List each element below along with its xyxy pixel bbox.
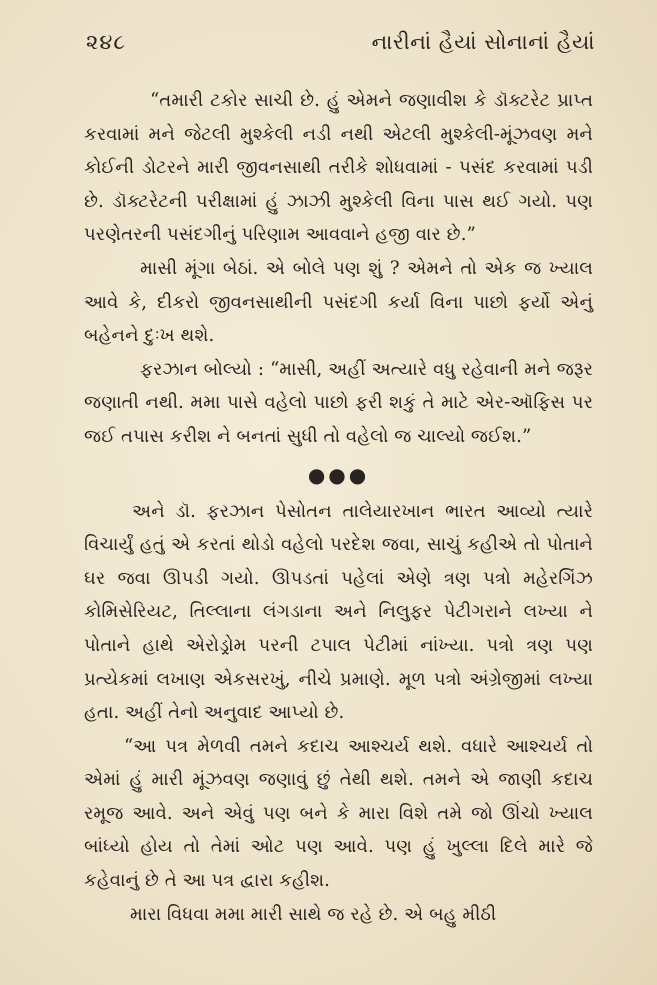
paragraph: અને ડૉ. ફરઝાન પેસોતન તાલેયારખાન ભારત આવ્યો ત્યારે વિચાર્યું હતું એ કરતાં થોડો વહેલો પરદેશ જવા, સાચું કહીએ તો પોતાને ઘર જવા ઊપડી ગયો. ઊપડતાં પહેલાં એણે ત્રણ પત્રો મહેરગિંઝ કોમિસેરિયટ, તિલ્લાના લંગડાના અને નિલુફર પેટીગરાને લખ્યા ને પોતાને હાથે એરોડ્રોમ પરની ટપાલ પેટીમાં નાંખ્યા. પત્રો ત્રણ પણ પ્રત્યેકમાં લખાણ એકસરખું, નીચે પ્રમાણે. મૂળ પત્રો અંગ્રેજીમાં લખ્યા હતા. અહીં તેનો અનુવાદ આપ્યો છે.	[84, 500, 593, 724]
paragraph: મારા વિધવા મમા મારી સાથે જ રહે છે. એ બહુ મીઠી	[130, 903, 497, 925]
page-header	[86, 30, 595, 55]
page-body	[84, 84, 593, 931]
section-separator: ●●●	[307, 462, 370, 487]
paragraph: “તમારી ટકોર સાચી છે. હું એમને જણાવીશ કે ડૉક્ટરેટ પ્રાપ્ત કરવામાં મને જેટલી મુશ્કેલી નડી નથી એટલી મુશ્કેલી-મૂંઝવણ મને કોઈની ડોટરને મારી જીવનસાથી તરીકે શોધવામાં - પસંદ કરવામાં પડી છે. ડૉક્ટરેટની પરીક્ષામાં હું ઝાઝી મુશ્કેલી વિના પાસ થઈ ગયો. પણ પરણેતરની પસંદગીનું પરિણામ આવવાને હજી વાર છે.”	[84, 90, 593, 246]
paragraph: માસી મૂંગા બેઠાં. એ બોલે પણ શું ? એમને તો એક જ ખ્યાલ આવે કે, દીકરો જીવનસાથીની પસંદગી કર્યા વિના પાછો ફર્યો એનું બહેનને દુઃખ થશે.	[84, 257, 593, 347]
paragraph: “આ પત્ર મેળવી તમને કદાચ આશ્ચર્ય થશે. વધારે આશ્ચર્ય તો એમાં હું મારી મૂંઝવણ જણાવું છું તેથી થશે. તમને એ જાણી કદાચ રમૂજ આવે. અને એવું પણ બને કે મારા વિશે તમે જો ઊંચો ખ્યાલ બાંધ્યો હોય તો તેમાં ઓટ પણ આવે. પણ હું ખુલ્લા દિલે મારે જે કહેવાનું છે તે આ પત્ર દ્વારા કહીશ.	[84, 735, 593, 892]
page-number: ૨૪૮	[86, 30, 126, 54]
running-title: નારીનાં હૈયાં સોનાનાં હૈયાં	[371, 30, 595, 54]
paragraph: ફરઝાન બોલ્યો : “માસી, અહીં અત્યારે વધુ રહેવાની મને જરૂર જણાતી નથી. મમા પાસે વહેલો પાછો ફરી શકું તે માટે એર-ઑફિસ પર જઈ તપાસ કરીશ ને બનતાં સુધી તો વહેલો જ ચાલ્યો જઈશ.”	[84, 358, 593, 447]
